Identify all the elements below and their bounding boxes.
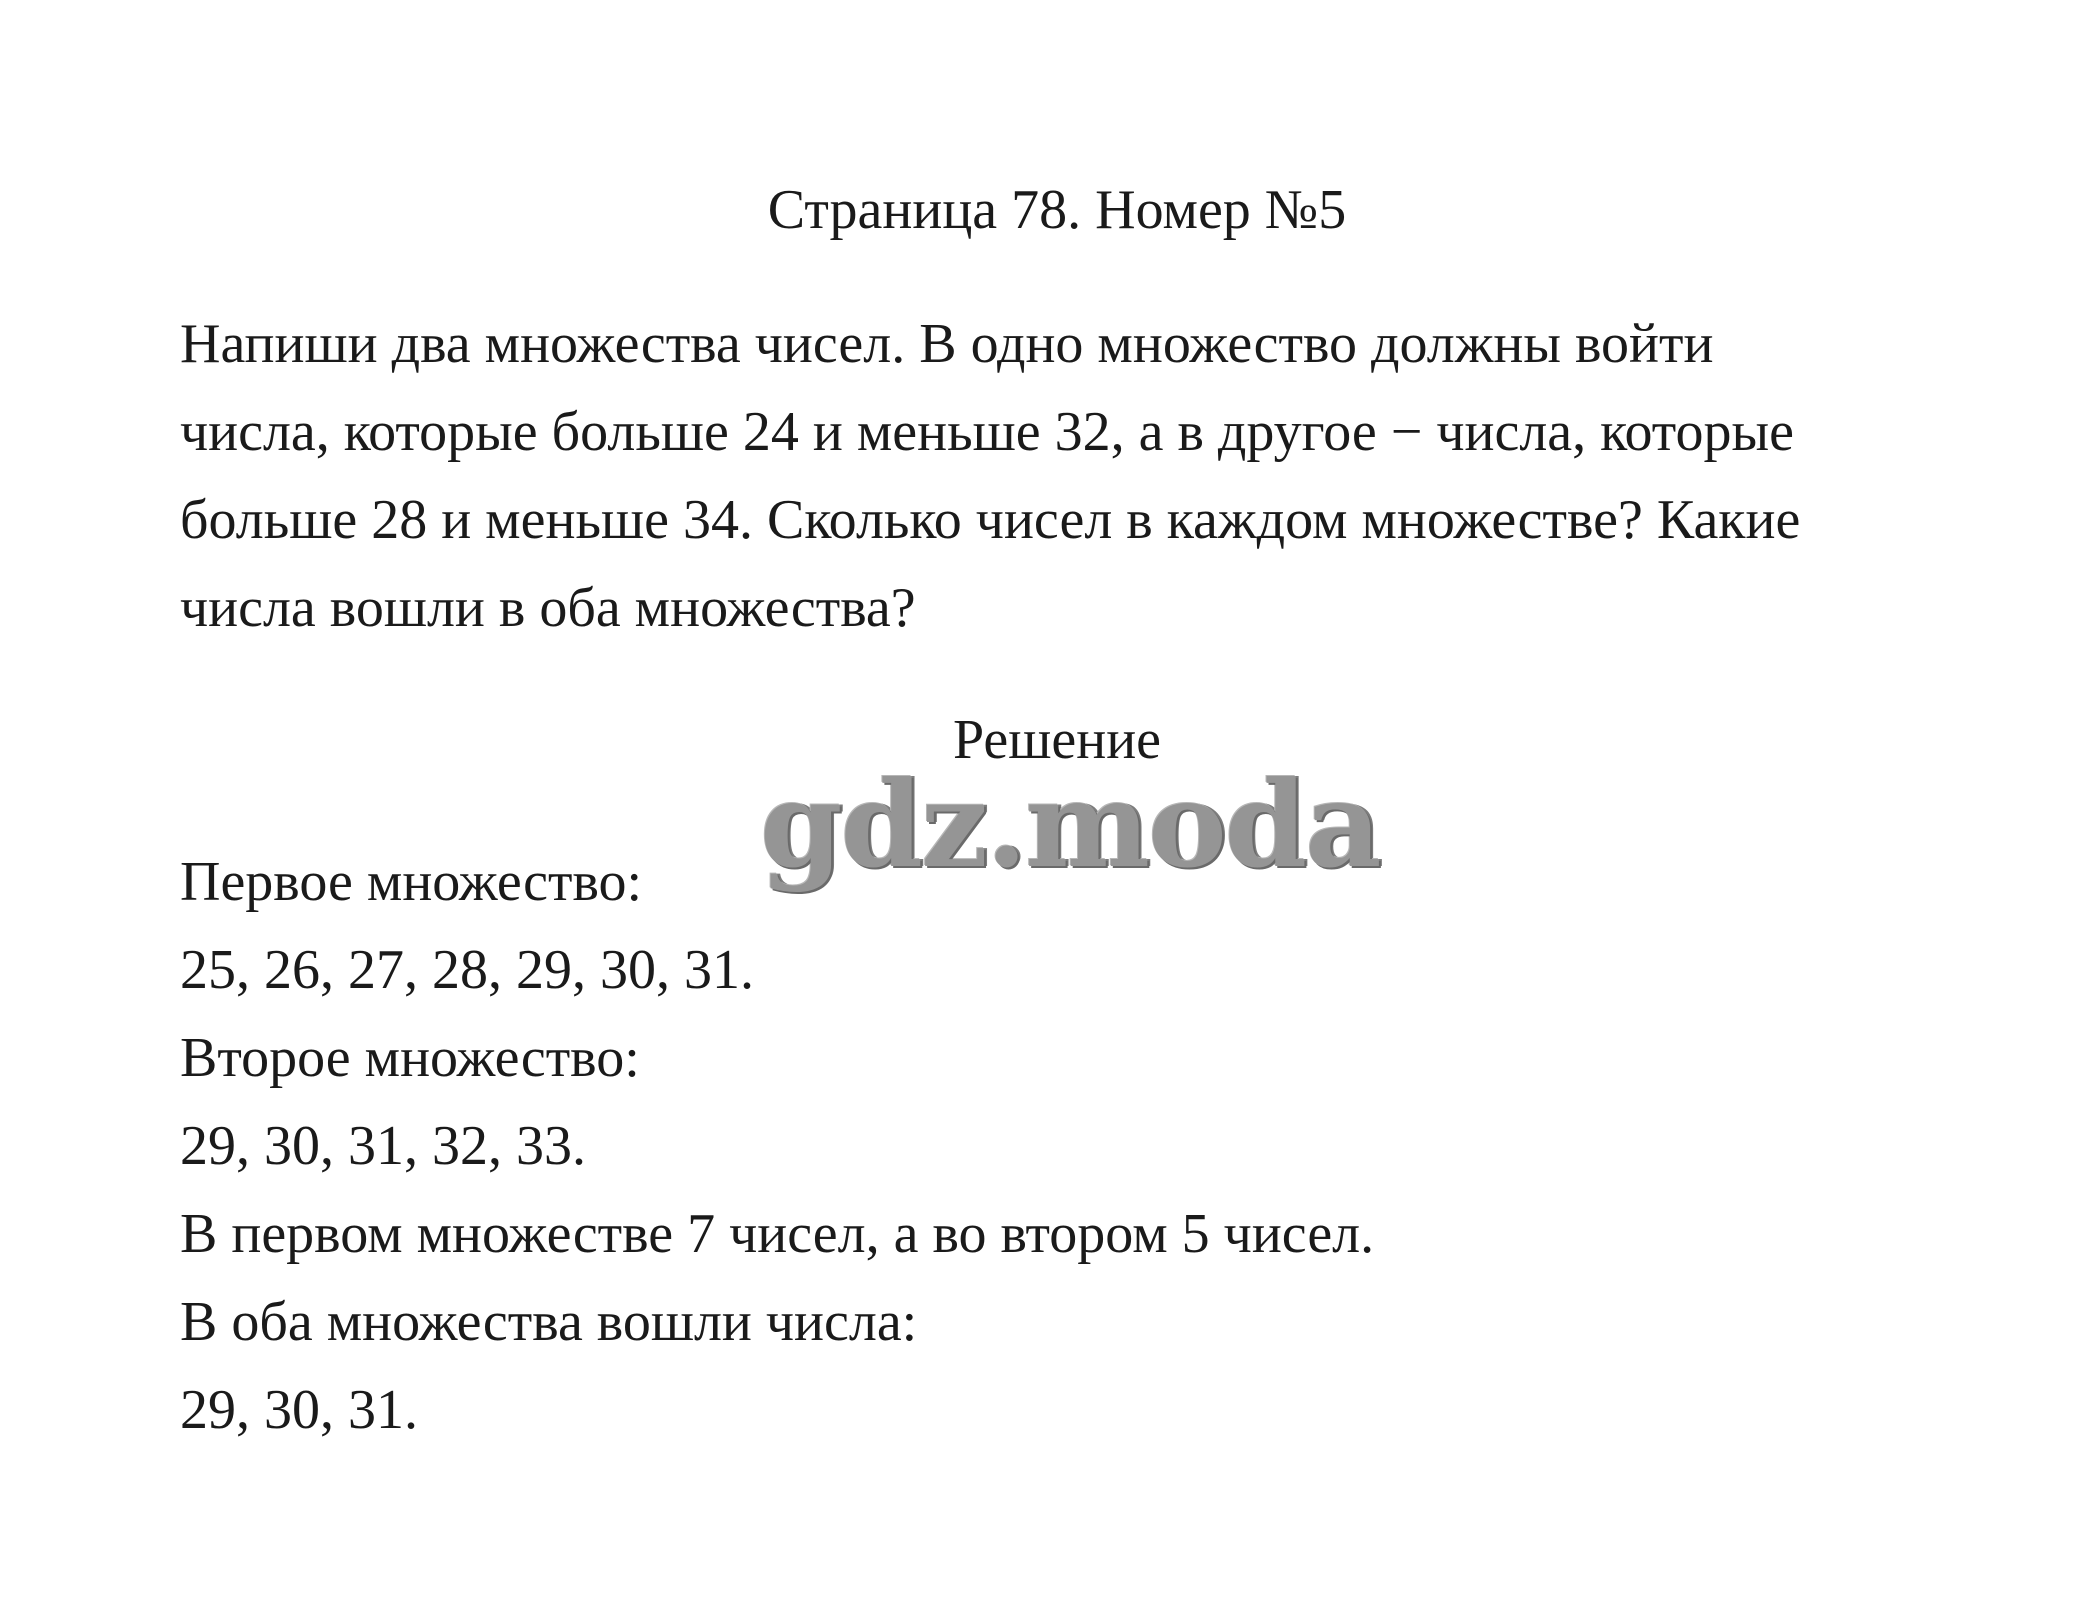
problem-line: Напиши два множества чисел. В одно множество должны войти [180, 313, 1714, 375]
solution-line: Второе множество: [180, 1027, 640, 1089]
page-title: Страница 78. Номер №5 [767, 179, 1347, 241]
watermark-logo: gdz.moda [760, 755, 1380, 894]
solution-line: В первом множестве 7 чисел, а во втором 5 чисел. [180, 1203, 1375, 1265]
solution-body [180, 838, 1940, 1454]
solution-line: 29, 30, 31. [180, 1379, 418, 1441]
solution-heading: Решение [952, 709, 1162, 771]
solution-line: Первое множество: [180, 851, 643, 913]
solution-line: В оба множества вошли числа: [180, 1291, 918, 1353]
solution-line: 29, 30, 31, 32, 33. [180, 1115, 586, 1177]
solution-line: 25, 26, 27, 28, 29, 30, 31. [180, 939, 754, 1001]
problem-line: больше 28 и меньше 34. Сколько чисел в каждом множестве? Какие [180, 489, 1801, 551]
problem-line: числа, которые больше 24 и меньше 32, а в другое − числа, которые [180, 401, 1794, 463]
problem-line: числа вошли в оба множества? [180, 577, 916, 639]
problem-statement [180, 300, 1940, 652]
